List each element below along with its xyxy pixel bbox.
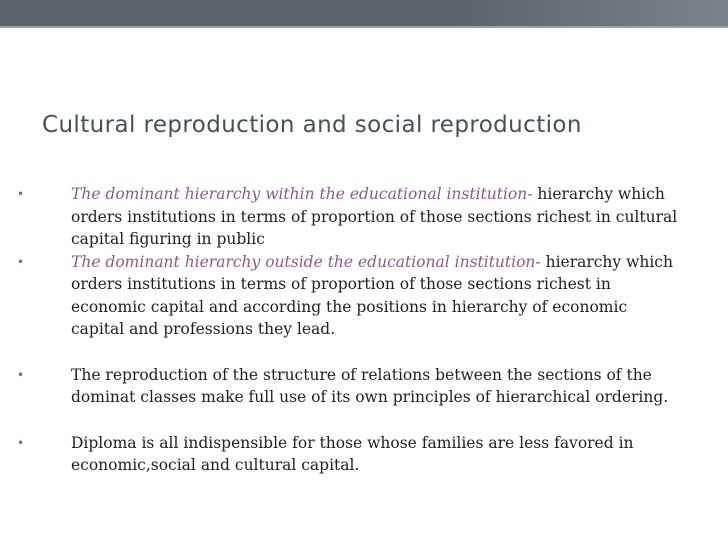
bullet-text: The reproduction of the structure of relations between the sections of the dominat classes make full use of its own principles of hierarchical ordering. [71,365,669,406]
header-accent [458,0,728,26]
bullet-dot-icon: • [17,254,25,269]
bullet-text: hierarchy which orders institutions in terms of proportion of those sections richest in economic capital and according the positions in hierarchy of economic capital and professions they lead. [71,252,673,338]
bullet-item [17,183,684,251]
bullet-text: Diploma is all indispensible for those whose families are less favored in economic,social and cultural capital. [71,433,634,474]
bullet-emphasis: The dominant hierarchy within the educational institution- [71,185,533,203]
bullet-text: hierarchy which orders institutions in terms of proportion of those sections richest in cultural capital figuring in public [71,185,678,248]
bullet-dot-icon: • [17,435,25,450]
spacer [24,409,684,432]
bullet-item [17,251,684,341]
bullet-dot-icon: • [17,367,25,382]
bullet-item [17,432,684,477]
spacer [24,341,684,364]
slide-title: Cultural reproduction and social reproduction [42,112,582,138]
header-bar [0,0,728,26]
bullet-emphasis: The dominant hierarchy outside the educational institution- [71,252,541,271]
bullet-dot-icon: • [17,187,25,201]
bullet-item [17,364,684,409]
header-stripe [0,26,728,28]
bullet-list [17,183,684,477]
